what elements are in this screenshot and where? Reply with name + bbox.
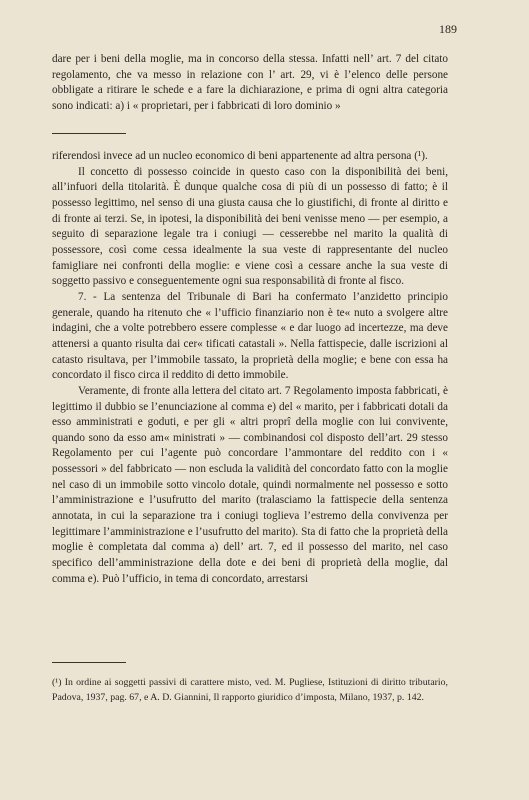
top-paragraph: dare per i beni della moglie, ma in concorso della stessa. Infatti nell’ art. 7 del citato regolamento, che va messo in relazione con l’ art. 29, vi è l’elenco delle persone obbligate a ritirare le schede e a fare la dichiarazione, e prima di ogni altra categoria sono indicati: a) i « proprietari, per i fabbricati di loro dominio » — [52, 53, 448, 112]
paragraph-possesso: Il concetto di possesso coincide in questo caso con la disponibilità dei beni, all’infuori della titolarità. È dunque qualche cosa di più di un possesso di fatto; è il possesso legittimo, nel senso di una giusta causa che lo giustifichi, di fronte al diritto e di fronte ai terzi. Se, in ipotesi, la disponibilità dei beni venisse meno — per esempio, a seguito di separazione legale tra i coniugi — cesserebbe nel marito la qualità di possessore, così come cessa idealmente la sua veste di rappresentante del nucleo famigliare nei confronti della moglie: e viene così a cessare anche la sua veste di soggetto passivo e conseguentemente ogni sua responsabilità di fronte al fisco. — [52, 165, 448, 288]
footnote-divider — [52, 662, 126, 663]
continued-text-block — [52, 52, 448, 115]
main-text-block — [52, 149, 448, 587]
paragraph-continuation: riferendosi invece ad un nucleo economico di beni appartenente ad altra persona (¹). — [52, 150, 428, 162]
footnote-1: (¹) In ordine ai soggetti passivi di carattere misto, ved. M. Pugliese, Istituzioni di diritto tributario, Padova, 1937, pag. 67, e A. D. Giannini, Il rapporto giuridico d’imposta, Milano, 1937, p. 142. — [52, 677, 448, 703]
section-divider — [52, 133, 126, 134]
paragraph-section-7: 7. - La sentenza del Tribunale di Bari ha confermato l’anzidetto principio generale, quando ha ritenuto che « l’ufficio finanziario non è te« nuto a svolgere altre indagini, che a volte potrebbero essere complesse « e dar luogo ad incertezze, ma deve attenersi a quanto risulta dai cer« tificati catastali ». Nella fattispecie, dalle iscrizioni al catasto risultava, per l’immobile tassato, la proprietà della moglie; e bene con essa ha concordato il fisco circa il reddito di detto immobile. — [52, 290, 448, 382]
page-number: 189 — [439, 22, 457, 36]
footnote-block — [52, 676, 448, 705]
paragraph-veramente: Veramente, di fronte alla lettera del citato art. 7 Regolamento imposta fabbricati, è legittimo il dubbio se l’enunciazione al comma e) del « marito, per i fabbricati dotali da esso amministrati e goduti, e per gli « altri proprî della moglie con lui convivente, quando sono da esso am« ministrati » — combinandosi col disposto dell’art. 29 stesso Regolamento per cui l’agente può concordare l’ammontare del reddito con i « possessori » del fabbricato — non escluda la validità del concordato fatto con la moglie nel caso di un immobile sotto vincolo dotale, quindi normalmente nel possesso e sotto l’amministrazione e l’usufrutto del marito (tralasciamo la fattispecie della sentenza annotata, in cui la separazione tra i coniugi toglieva l’estremo della convivenza per legittimare l’amministrazione e l’usufrutto del marito). Sta di fatto che la proprietà della moglie è completata dal comma a) dell’ art. 7, ed il possesso del marito, nel caso specifico dell’amministrazione della dote e dei beni di proprietà della moglie, dal comma e). Può l’ufficio, in tema di concordato, arrestarsi — [52, 384, 448, 585]
